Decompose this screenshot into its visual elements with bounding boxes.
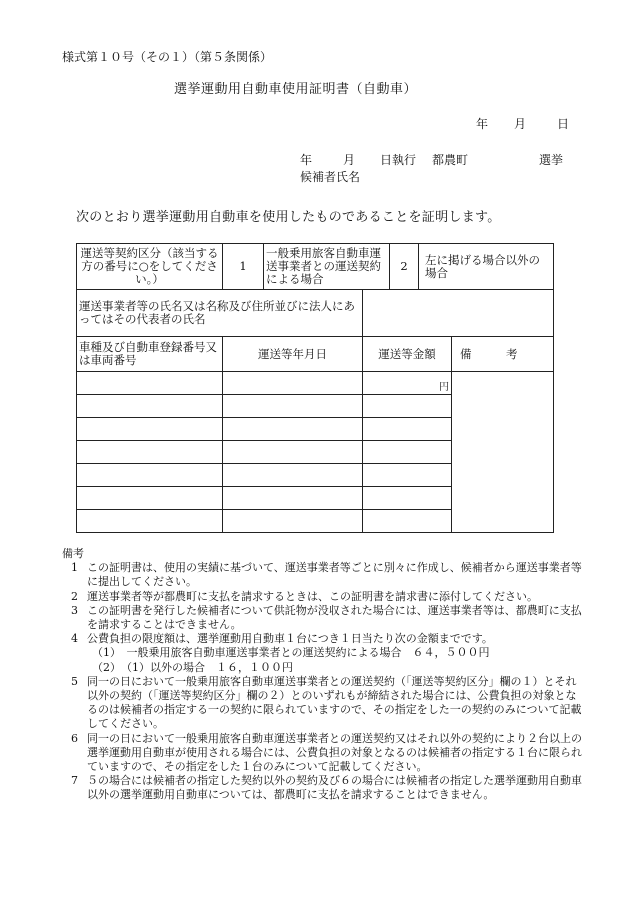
amount-cell[interactable] — [363, 464, 452, 487]
remarks-cell[interactable] — [452, 372, 554, 533]
date-cell[interactable] — [223, 487, 363, 510]
vehicle-cell[interactable] — [77, 487, 223, 510]
note-number: 3 — [71, 603, 78, 617]
vehicle-cell[interactable] — [77, 464, 223, 487]
election-month-label: 月 — [343, 153, 356, 167]
election-type-label: 選挙 — [539, 153, 564, 167]
option-2-text: 左に掲げる場合以外の場合 — [419, 244, 554, 290]
operator-field[interactable] — [363, 290, 554, 337]
note-item — [62, 590, 582, 604]
note-number: 1 — [71, 561, 78, 575]
certificate-table — [76, 243, 554, 533]
vehicle-cell[interactable] — [77, 372, 223, 395]
note-text: ５の場合には候補者の指定した契約以外の契約及び６の場合には候補者の指定した選挙運動用自動車以外の選挙運動用自動車については、都農町に支払を請求することはできません。 — [87, 774, 582, 802]
option-1-text: 一般乗用旅客自動車運送事業者との運送契約による場合 — [264, 244, 390, 290]
issue-day-label: 日 — [557, 117, 570, 131]
certification-statement: 次のとおり選挙運動用自動車を使用したものであることを証明します。 — [76, 210, 501, 225]
note-text: この証明書を発行した候補者について供託物が没収された場合には、運送事業者等は、都農町に支払を請求することはできません。 — [87, 603, 582, 632]
note-item — [62, 604, 582, 632]
notes-heading: 備考 — [62, 547, 84, 560]
col-header-amount: 運送等金額 — [363, 337, 452, 372]
note-text: この証明書は、使用の実績に基づいて、運送事業者等ごとに別々に作成し、候補者から運送事業者等に提出してください。 — [87, 561, 582, 589]
vehicle-cell[interactable] — [77, 441, 223, 464]
note-text: 同一の日において一般乗用旅客自動車運送事業者との運送契約（「運送等契約区分」欄の１）とそれ以外の契約（「運送等契約区分」欄の２）とのいずれもが締結された場合には、公費負担の対象となるのは候補者の指定する一の契約に限られていますので、その指定をした一の契約のみについて記載してください。 — [87, 674, 582, 731]
date-cell[interactable] — [223, 395, 363, 418]
issue-year-label: 年 — [476, 117, 489, 131]
amount-cell[interactable] — [363, 372, 452, 395]
note-text: 同一の日において一般乗用旅客自動車運送事業者との運送契約又はそれ以外の契約により２台以上の選挙運動用自動車が使用される場合には、公費負担の対象となるのは候補者の指定する１台に限られていますので、その指定をした１台のみについて記載してください。 — [87, 731, 582, 774]
col-header-vehicle: 車種及び自動車登録番号又は車両番号 — [77, 337, 223, 372]
note-item — [62, 732, 582, 775]
amount-cell[interactable] — [363, 418, 452, 441]
vehicle-cell[interactable] — [77, 418, 223, 441]
note-number: 6 — [71, 731, 78, 745]
date-cell[interactable] — [223, 510, 363, 533]
amount-cell[interactable] — [363, 441, 452, 464]
date-cell[interactable] — [223, 418, 363, 441]
col-header-date: 運送等年月日 — [223, 337, 363, 372]
note-text: 公費負担の限度額は、選挙運動用自動車１台につき１日当たり次の金額までです。 — [87, 632, 493, 646]
note-number: 2 — [71, 589, 78, 603]
candidate-name-label: 候補者氏名 — [300, 170, 361, 184]
amount-cell[interactable] — [363, 487, 452, 510]
note-sub-2: （2） （1）以外の場合 １６，１００円 — [92, 660, 293, 674]
option-1-number[interactable]: 1 — [223, 244, 264, 290]
date-cell[interactable] — [223, 441, 363, 464]
vehicle-cell[interactable] — [77, 510, 223, 533]
operator-label: 運送事業者等の氏名又は名称及び住所並びに法人にあってはその代表者の氏名 — [77, 290, 363, 337]
contract-type-label: 運送等契約区分（該当する方の番号に○をしてください。） — [77, 244, 223, 290]
amount-cell[interactable] — [363, 510, 452, 533]
notes-section — [62, 547, 582, 803]
amount-cell[interactable] — [363, 395, 452, 418]
issue-month-label: 月 — [514, 117, 527, 131]
note-sub-1: （1） 一般乗用旅客自動車運送事業者との運送契約による場合 ６４，５００円 — [92, 646, 490, 660]
option-2-number[interactable]: 2 — [390, 244, 419, 290]
form-number: 様式第１０号（その１）（第５条関係） — [62, 50, 273, 64]
election-town: 都農町 — [432, 153, 469, 167]
vehicle-cell[interactable] — [77, 395, 223, 418]
date-cell[interactable] — [223, 464, 363, 487]
page-title: 選挙運動用自動車使用証明書（自動車） — [174, 82, 418, 97]
election-year-label: 年 — [300, 153, 313, 167]
note-item — [62, 675, 582, 732]
note-text: 運送事業者等が都農町に支払を請求するときは、この証明書を請求書に添付してください。 — [87, 589, 538, 603]
note-number: 4 — [71, 632, 78, 646]
note-item — [62, 561, 582, 589]
col-header-remarks: 備 考 — [452, 337, 554, 372]
note-item — [62, 774, 582, 802]
election-exec-label: 日執行 — [380, 153, 417, 167]
date-cell[interactable] — [223, 372, 363, 395]
note-item — [62, 632, 582, 646]
yen-unit: 円 — [439, 382, 449, 393]
note-number: 7 — [71, 774, 78, 788]
note-number: 5 — [71, 674, 78, 688]
